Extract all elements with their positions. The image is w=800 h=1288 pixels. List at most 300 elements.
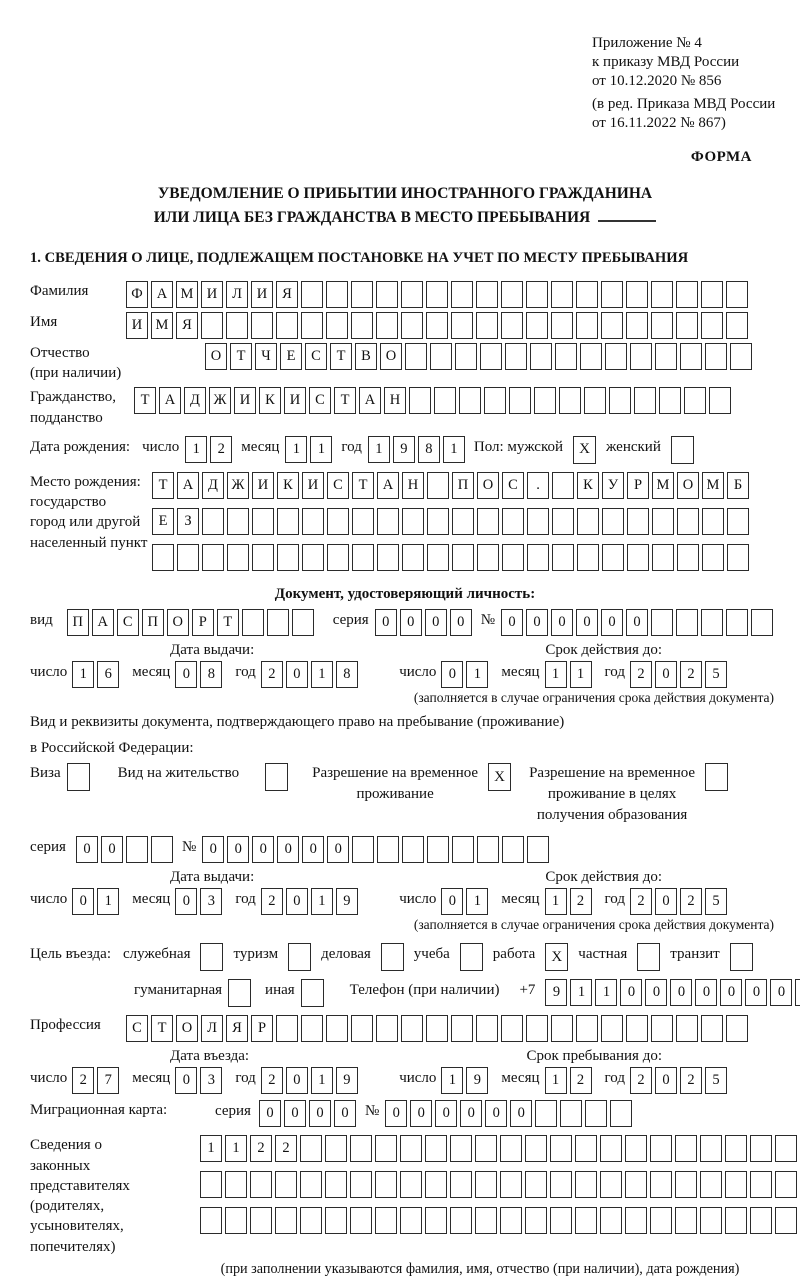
char-cell[interactable] xyxy=(351,1015,373,1042)
char-cell[interactable]: А xyxy=(177,472,199,499)
char-cell[interactable]: 0 xyxy=(410,1100,432,1127)
char-cell[interactable] xyxy=(555,343,577,370)
char-cell[interactable]: 0 xyxy=(655,888,677,915)
char-cell[interactable] xyxy=(701,312,723,339)
char-cell[interactable] xyxy=(576,281,598,308)
char-cell[interactable]: 9 xyxy=(545,979,567,1006)
char-cell[interactable] xyxy=(626,281,648,308)
char-cell[interactable] xyxy=(277,508,299,535)
char-cell[interactable] xyxy=(750,1207,772,1234)
char-cell[interactable] xyxy=(680,343,702,370)
char-cell[interactable]: Ж xyxy=(209,387,231,414)
char-cell[interactable] xyxy=(452,836,474,863)
char-cell[interactable]: 9 xyxy=(336,888,358,915)
char-cell[interactable] xyxy=(551,281,573,308)
char-cell[interactable] xyxy=(502,508,524,535)
char-cell[interactable] xyxy=(327,508,349,535)
char-cell[interactable]: К xyxy=(277,472,299,499)
char-cell[interactable]: П xyxy=(67,609,89,636)
char-cell[interactable] xyxy=(477,544,499,571)
char-cell[interactable] xyxy=(677,508,699,535)
char-cell[interactable] xyxy=(709,387,731,414)
char-cell[interactable]: 1 xyxy=(466,888,488,915)
char-cell[interactable] xyxy=(602,508,624,535)
char-cell[interactable] xyxy=(450,1207,472,1234)
char-cell[interactable]: Д xyxy=(184,387,206,414)
char-cell[interactable] xyxy=(600,1171,622,1198)
char-cell[interactable] xyxy=(401,312,423,339)
char-cell[interactable] xyxy=(750,1171,772,1198)
char-cell[interactable] xyxy=(676,312,698,339)
char-cell[interactable] xyxy=(634,387,656,414)
char-cell[interactable] xyxy=(527,836,549,863)
char-cell[interactable] xyxy=(675,1207,697,1234)
char-cell[interactable]: 0 xyxy=(576,609,598,636)
char-cell[interactable] xyxy=(730,343,752,370)
purpose-transit-checkbox[interactable] xyxy=(730,943,753,971)
char-cell[interactable] xyxy=(630,343,652,370)
char-cell[interactable]: 0 xyxy=(76,836,98,863)
char-cell[interactable] xyxy=(376,281,398,308)
char-cell[interactable]: 3 xyxy=(200,888,222,915)
sex-female-checkbox[interactable] xyxy=(671,436,694,464)
char-cell[interactable] xyxy=(301,281,323,308)
char-cell[interactable] xyxy=(327,544,349,571)
char-cell[interactable] xyxy=(251,312,273,339)
char-cell[interactable]: 2 xyxy=(261,888,283,915)
char-cell[interactable] xyxy=(526,281,548,308)
char-cell[interactable] xyxy=(726,609,748,636)
char-cell[interactable] xyxy=(434,387,456,414)
char-cell[interactable] xyxy=(627,508,649,535)
char-cell[interactable]: 8 xyxy=(418,436,440,463)
char-cell[interactable] xyxy=(701,281,723,308)
char-cell[interactable] xyxy=(350,1171,372,1198)
char-cell[interactable]: Л xyxy=(201,1015,223,1042)
char-cell[interactable] xyxy=(650,1207,672,1234)
char-cell[interactable] xyxy=(502,836,524,863)
char-cell[interactable] xyxy=(377,836,399,863)
char-cell[interactable]: 1 xyxy=(311,1067,333,1094)
char-cell[interactable] xyxy=(275,1207,297,1234)
char-cell[interactable]: Я xyxy=(226,1015,248,1042)
char-cell[interactable] xyxy=(292,609,314,636)
char-cell[interactable] xyxy=(475,1207,497,1234)
char-cell[interactable] xyxy=(326,281,348,308)
char-cell[interactable] xyxy=(459,387,481,414)
char-cell[interactable] xyxy=(675,1171,697,1198)
char-cell[interactable] xyxy=(277,544,299,571)
char-cell[interactable]: . xyxy=(527,472,549,499)
char-cell[interactable]: Я xyxy=(176,312,198,339)
char-cell[interactable]: 2 xyxy=(261,661,283,688)
char-cell[interactable] xyxy=(455,343,477,370)
char-cell[interactable]: Т xyxy=(217,609,239,636)
char-cell[interactable]: И xyxy=(201,281,223,308)
char-cell[interactable]: 0 xyxy=(175,661,197,688)
visa-checkbox[interactable] xyxy=(67,763,90,791)
char-cell[interactable]: О xyxy=(176,1015,198,1042)
char-cell[interactable] xyxy=(605,343,627,370)
char-cell[interactable] xyxy=(476,281,498,308)
char-cell[interactable]: 1 xyxy=(466,661,488,688)
char-cell[interactable] xyxy=(267,609,289,636)
char-cell[interactable]: О xyxy=(167,609,189,636)
char-cell[interactable]: К xyxy=(577,472,599,499)
char-cell[interactable]: А xyxy=(151,281,173,308)
char-cell[interactable]: Д xyxy=(202,472,224,499)
char-cell[interactable] xyxy=(650,1171,672,1198)
char-cell[interactable]: 1 xyxy=(545,888,567,915)
char-cell[interactable]: 1 xyxy=(185,436,207,463)
char-cell[interactable]: 0 xyxy=(770,979,792,1006)
char-cell[interactable] xyxy=(352,508,374,535)
char-cell[interactable]: 1 xyxy=(225,1135,247,1162)
char-cell[interactable] xyxy=(705,343,727,370)
char-cell[interactable]: П xyxy=(142,609,164,636)
char-cell[interactable] xyxy=(626,1015,648,1042)
char-cell[interactable] xyxy=(200,1207,222,1234)
char-cell[interactable] xyxy=(242,609,264,636)
char-cell[interactable]: Я xyxy=(276,281,298,308)
char-cell[interactable] xyxy=(500,1171,522,1198)
char-cell[interactable] xyxy=(252,508,274,535)
char-cell[interactable] xyxy=(426,281,448,308)
char-cell[interactable]: 0 xyxy=(551,609,573,636)
char-cell[interactable] xyxy=(725,1135,747,1162)
char-cell[interactable]: Н xyxy=(384,387,406,414)
char-cell[interactable]: 0 xyxy=(695,979,717,1006)
char-cell[interactable]: 0 xyxy=(435,1100,457,1127)
char-cell[interactable] xyxy=(651,281,673,308)
char-cell[interactable]: Ж xyxy=(227,472,249,499)
purpose-official-checkbox[interactable] xyxy=(200,943,223,971)
char-cell[interactable]: И xyxy=(302,472,324,499)
char-cell[interactable] xyxy=(427,836,449,863)
char-cell[interactable]: 1 xyxy=(570,661,592,688)
char-cell[interactable] xyxy=(726,312,748,339)
char-cell[interactable]: 0 xyxy=(425,609,447,636)
char-cell[interactable] xyxy=(602,544,624,571)
char-cell[interactable] xyxy=(250,1207,272,1234)
char-cell[interactable] xyxy=(609,387,631,414)
char-cell[interactable] xyxy=(301,1015,323,1042)
char-cell[interactable] xyxy=(601,1015,623,1042)
char-cell[interactable]: 1 xyxy=(570,979,592,1006)
char-cell[interactable] xyxy=(575,1207,597,1234)
char-cell[interactable]: И xyxy=(252,472,274,499)
char-cell[interactable]: 0 xyxy=(227,836,249,863)
char-cell[interactable] xyxy=(526,1015,548,1042)
char-cell[interactable]: 2 xyxy=(250,1135,272,1162)
char-cell[interactable] xyxy=(400,1171,422,1198)
char-cell[interactable] xyxy=(525,1171,547,1198)
char-cell[interactable]: У xyxy=(602,472,624,499)
char-cell[interactable] xyxy=(351,281,373,308)
char-cell[interactable] xyxy=(600,1207,622,1234)
char-cell[interactable] xyxy=(427,508,449,535)
char-cell[interactable] xyxy=(375,1171,397,1198)
char-cell[interactable]: 0 xyxy=(202,836,224,863)
char-cell[interactable] xyxy=(475,1135,497,1162)
char-cell[interactable]: 0 xyxy=(252,836,274,863)
char-cell[interactable]: 0 xyxy=(655,1067,677,1094)
char-cell[interactable] xyxy=(377,544,399,571)
char-cell[interactable]: Б xyxy=(727,472,749,499)
char-cell[interactable] xyxy=(725,1171,747,1198)
char-cell[interactable]: 2 xyxy=(680,888,702,915)
char-cell[interactable]: Ч xyxy=(255,343,277,370)
char-cell[interactable] xyxy=(700,1135,722,1162)
char-cell[interactable] xyxy=(300,1135,322,1162)
char-cell[interactable] xyxy=(652,508,674,535)
char-cell[interactable] xyxy=(451,312,473,339)
char-cell[interactable] xyxy=(702,508,724,535)
char-cell[interactable]: О xyxy=(677,472,699,499)
char-cell[interactable]: С xyxy=(309,387,331,414)
char-cell[interactable]: О xyxy=(205,343,227,370)
char-cell[interactable] xyxy=(177,544,199,571)
char-cell[interactable] xyxy=(552,472,574,499)
char-cell[interactable] xyxy=(426,1015,448,1042)
char-cell[interactable] xyxy=(451,281,473,308)
char-cell[interactable] xyxy=(625,1207,647,1234)
char-cell[interactable]: Т xyxy=(134,387,156,414)
char-cell[interactable]: 0 xyxy=(302,836,324,863)
char-cell[interactable]: 0 xyxy=(441,661,463,688)
char-cell[interactable]: 1 xyxy=(97,888,119,915)
char-cell[interactable] xyxy=(726,1015,748,1042)
char-cell[interactable] xyxy=(751,609,773,636)
char-cell[interactable]: 8 xyxy=(336,661,358,688)
char-cell[interactable] xyxy=(451,1015,473,1042)
char-cell[interactable]: А xyxy=(92,609,114,636)
char-cell[interactable]: 1 xyxy=(311,661,333,688)
char-cell[interactable]: 2 xyxy=(210,436,232,463)
char-cell[interactable] xyxy=(501,281,523,308)
char-cell[interactable] xyxy=(659,387,681,414)
char-cell[interactable] xyxy=(527,544,549,571)
char-cell[interactable] xyxy=(476,1015,498,1042)
char-cell[interactable] xyxy=(477,508,499,535)
char-cell[interactable]: 0 xyxy=(286,888,308,915)
char-cell[interactable] xyxy=(201,312,223,339)
char-cell[interactable] xyxy=(725,1207,747,1234)
char-cell[interactable] xyxy=(275,1171,297,1198)
char-cell[interactable] xyxy=(476,312,498,339)
char-cell[interactable] xyxy=(452,544,474,571)
char-cell[interactable]: 1 xyxy=(200,1135,222,1162)
char-cell[interactable] xyxy=(400,1207,422,1234)
char-cell[interactable] xyxy=(700,1171,722,1198)
char-cell[interactable] xyxy=(525,1135,547,1162)
char-cell[interactable] xyxy=(576,1015,598,1042)
char-cell[interactable] xyxy=(126,836,148,863)
purpose-private-checkbox[interactable] xyxy=(637,943,660,971)
char-cell[interactable] xyxy=(326,1015,348,1042)
char-cell[interactable]: М xyxy=(176,281,198,308)
char-cell[interactable]: И xyxy=(251,281,273,308)
char-cell[interactable] xyxy=(430,343,452,370)
char-cell[interactable] xyxy=(627,544,649,571)
char-cell[interactable] xyxy=(350,1207,372,1234)
char-cell[interactable] xyxy=(351,312,373,339)
char-cell[interactable] xyxy=(225,1207,247,1234)
char-cell[interactable]: Р xyxy=(192,609,214,636)
char-cell[interactable] xyxy=(401,281,423,308)
char-cell[interactable]: 2 xyxy=(261,1067,283,1094)
char-cell[interactable] xyxy=(675,1135,697,1162)
char-cell[interactable] xyxy=(702,544,724,571)
char-cell[interactable]: Н xyxy=(402,472,424,499)
char-cell[interactable] xyxy=(726,281,748,308)
char-cell[interactable]: В xyxy=(355,343,377,370)
char-cell[interactable]: 2 xyxy=(630,888,652,915)
char-cell[interactable] xyxy=(795,979,800,1006)
char-cell[interactable]: 0 xyxy=(259,1100,281,1127)
char-cell[interactable] xyxy=(550,1207,572,1234)
char-cell[interactable]: 1 xyxy=(595,979,617,1006)
char-cell[interactable] xyxy=(377,508,399,535)
char-cell[interactable]: М xyxy=(151,312,173,339)
char-cell[interactable] xyxy=(409,387,431,414)
char-cell[interactable] xyxy=(534,387,556,414)
char-cell[interactable]: 5 xyxy=(705,1067,727,1094)
char-cell[interactable]: 0 xyxy=(501,609,523,636)
char-cell[interactable]: 3 xyxy=(200,1067,222,1094)
char-cell[interactable]: 0 xyxy=(309,1100,331,1127)
char-cell[interactable] xyxy=(452,508,474,535)
purpose-work-checkbox[interactable]: X xyxy=(545,943,568,971)
char-cell[interactable] xyxy=(477,836,499,863)
char-cell[interactable] xyxy=(376,312,398,339)
char-cell[interactable] xyxy=(610,1100,632,1127)
char-cell[interactable] xyxy=(300,1207,322,1234)
char-cell[interactable] xyxy=(585,1100,607,1127)
char-cell[interactable] xyxy=(552,508,574,535)
char-cell[interactable]: А xyxy=(159,387,181,414)
char-cell[interactable] xyxy=(252,544,274,571)
char-cell[interactable]: О xyxy=(477,472,499,499)
char-cell[interactable]: С xyxy=(327,472,349,499)
char-cell[interactable]: К xyxy=(259,387,281,414)
purpose-other-checkbox[interactable] xyxy=(301,979,324,1007)
sex-male-checkbox[interactable]: X xyxy=(573,436,596,464)
char-cell[interactable] xyxy=(402,508,424,535)
char-cell[interactable]: С xyxy=(126,1015,148,1042)
char-cell[interactable]: 2 xyxy=(570,888,592,915)
temp-residence-checkbox[interactable]: X xyxy=(488,763,511,791)
char-cell[interactable] xyxy=(625,1135,647,1162)
purpose-tourism-checkbox[interactable] xyxy=(288,943,311,971)
char-cell[interactable] xyxy=(227,544,249,571)
char-cell[interactable] xyxy=(577,508,599,535)
char-cell[interactable] xyxy=(580,343,602,370)
char-cell[interactable] xyxy=(375,1135,397,1162)
char-cell[interactable]: 2 xyxy=(72,1067,94,1094)
char-cell[interactable]: 0 xyxy=(450,609,472,636)
char-cell[interactable] xyxy=(625,1171,647,1198)
char-cell[interactable]: 1 xyxy=(310,436,332,463)
char-cell[interactable]: 7 xyxy=(97,1067,119,1094)
char-cell[interactable] xyxy=(509,387,531,414)
char-cell[interactable] xyxy=(575,1135,597,1162)
char-cell[interactable]: П xyxy=(452,472,474,499)
char-cell[interactable]: 0 xyxy=(284,1100,306,1127)
char-cell[interactable]: Р xyxy=(627,472,649,499)
char-cell[interactable]: Т xyxy=(152,472,174,499)
char-cell[interactable]: И xyxy=(126,312,148,339)
char-cell[interactable]: Т xyxy=(151,1015,173,1042)
char-cell[interactable] xyxy=(427,472,449,499)
char-cell[interactable] xyxy=(325,1171,347,1198)
char-cell[interactable] xyxy=(500,1135,522,1162)
char-cell[interactable]: 0 xyxy=(327,836,349,863)
char-cell[interactable] xyxy=(301,312,323,339)
char-cell[interactable] xyxy=(701,609,723,636)
char-cell[interactable]: 2 xyxy=(630,661,652,688)
char-cell[interactable] xyxy=(651,609,673,636)
char-cell[interactable] xyxy=(626,312,648,339)
char-cell[interactable]: 9 xyxy=(336,1067,358,1094)
char-cell[interactable] xyxy=(676,1015,698,1042)
char-cell[interactable]: Е xyxy=(152,508,174,535)
char-cell[interactable] xyxy=(655,343,677,370)
char-cell[interactable] xyxy=(225,1171,247,1198)
char-cell[interactable] xyxy=(560,1100,582,1127)
char-cell[interactable] xyxy=(475,1171,497,1198)
char-cell[interactable] xyxy=(551,1015,573,1042)
char-cell[interactable]: 0 xyxy=(620,979,642,1006)
char-cell[interactable] xyxy=(276,312,298,339)
char-cell[interactable] xyxy=(775,1171,797,1198)
char-cell[interactable]: 2 xyxy=(680,1067,702,1094)
char-cell[interactable] xyxy=(701,1015,723,1042)
char-cell[interactable]: Т xyxy=(334,387,356,414)
char-cell[interactable]: 1 xyxy=(72,661,94,688)
char-cell[interactable] xyxy=(575,1171,597,1198)
char-cell[interactable] xyxy=(402,836,424,863)
char-cell[interactable] xyxy=(276,1015,298,1042)
char-cell[interactable] xyxy=(535,1100,557,1127)
char-cell[interactable] xyxy=(352,836,374,863)
char-cell[interactable] xyxy=(425,1207,447,1234)
char-cell[interactable] xyxy=(525,1207,547,1234)
char-cell[interactable] xyxy=(526,312,548,339)
char-cell[interactable]: Р xyxy=(251,1015,273,1042)
char-cell[interactable]: 0 xyxy=(175,888,197,915)
char-cell[interactable]: Л xyxy=(226,281,248,308)
char-cell[interactable] xyxy=(577,544,599,571)
char-cell[interactable]: 1 xyxy=(545,1067,567,1094)
char-cell[interactable] xyxy=(300,1171,322,1198)
char-cell[interactable] xyxy=(425,1135,447,1162)
char-cell[interactable]: 1 xyxy=(441,1067,463,1094)
char-cell[interactable]: 0 xyxy=(277,836,299,863)
char-cell[interactable] xyxy=(684,387,706,414)
char-cell[interactable]: 0 xyxy=(526,609,548,636)
char-cell[interactable]: З xyxy=(177,508,199,535)
char-cell[interactable]: 0 xyxy=(375,609,397,636)
char-cell[interactable] xyxy=(502,544,524,571)
char-cell[interactable]: 1 xyxy=(285,436,307,463)
char-cell[interactable]: 1 xyxy=(368,436,390,463)
char-cell[interactable] xyxy=(202,544,224,571)
char-cell[interactable] xyxy=(151,836,173,863)
char-cell[interactable]: 0 xyxy=(334,1100,356,1127)
char-cell[interactable] xyxy=(500,1207,522,1234)
char-cell[interactable]: 0 xyxy=(626,609,648,636)
